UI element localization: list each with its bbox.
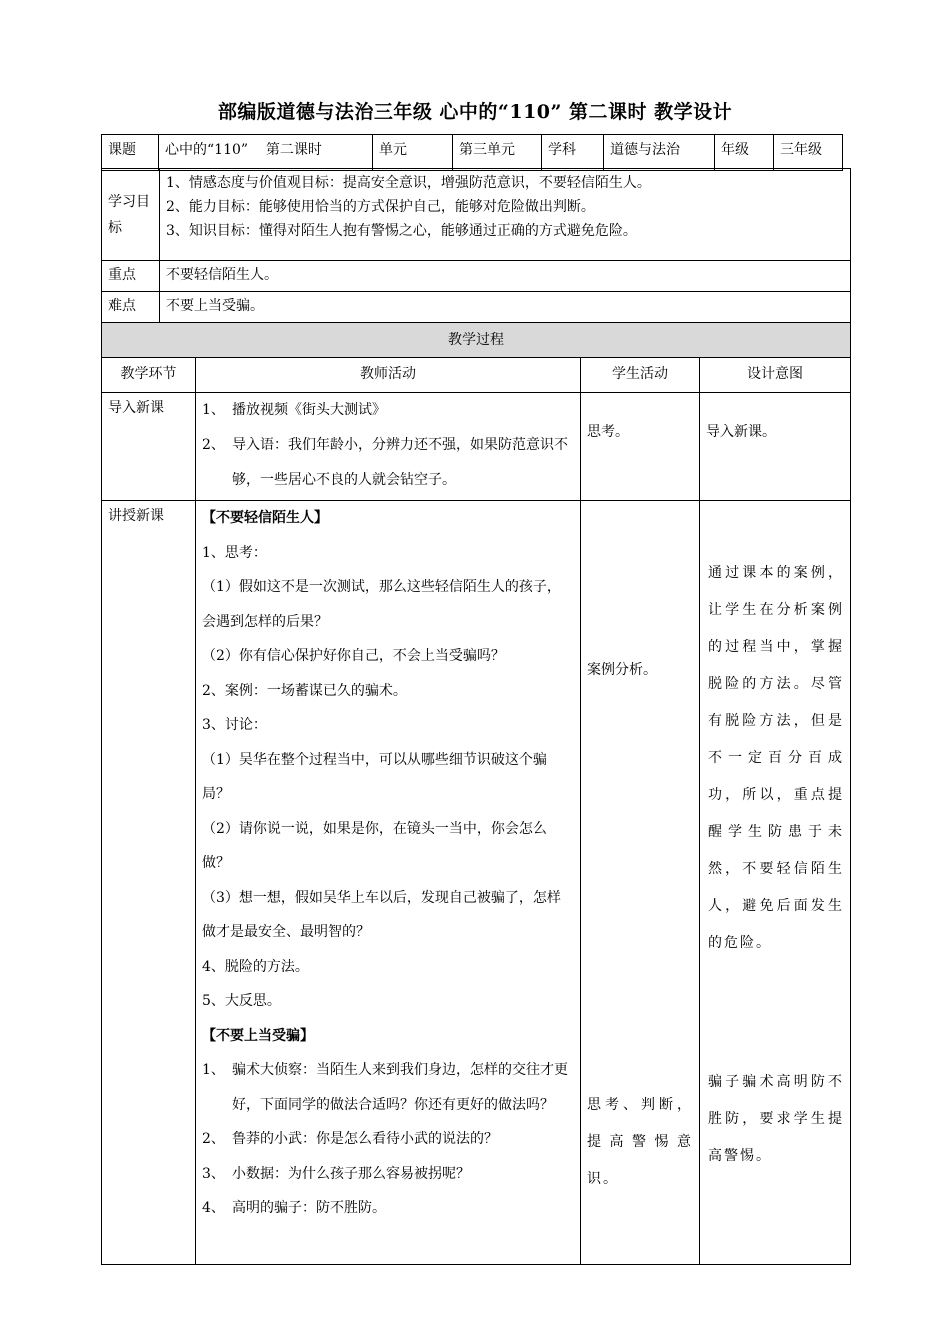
section1-line-5: 3、讨论：: [202, 717, 267, 733]
intent-1: 通过课本的案例，让学生在分析案例的过程当中，掌握脱险的方法。尽管有脱险方法，但是不一定百分百成功，所以，重点提醒学生防患于未然，不要轻信陌生人，避免后面发生的危险。: [708, 565, 845, 951]
lecture-stage: 讲授新课: [102, 501, 196, 1265]
section1-line-1: 1、思考：: [202, 544, 267, 561]
header-intent: 设计意图: [700, 358, 851, 393]
intro-stage: 导入新课: [102, 393, 196, 501]
section2-item-4: [202, 1191, 574, 1226]
item-number: 1、: [202, 402, 225, 418]
section1-line-2: （1）假如这不是一次测试，那么这些轻信陌生人的孩子，会遇到怎样的后果？: [202, 579, 561, 630]
item-text: 高明的骗子：防不胜防。: [232, 1200, 386, 1216]
section1-line-10: 5、大反思。: [202, 993, 281, 1009]
item-number: 2、: [202, 1131, 225, 1147]
objective-3: 3、知识目标：懂得对陌生人抱有警惕之心，能够通过正确的方式避免危险。: [166, 223, 637, 239]
section2-item-1: [202, 1053, 574, 1122]
subject-label: 学科: [542, 135, 604, 171]
item-text: 导入语：我们年龄小，分辨力还不强，如果防范意识不够，一些居心不良的人就会钻空子。: [232, 437, 568, 488]
section1-line-6: （1）吴华在整个过程当中，可以从哪些细节识破这个骗局？: [202, 751, 547, 802]
section1-line-4: 2、案例：一场蓄谋已久的骗术。: [202, 682, 407, 699]
grade-label: 年级: [715, 135, 774, 171]
student-activity-2: 思考、判断，提高警惕意识。: [587, 1097, 693, 1187]
item-text: 小数据：为什么孩子那么容易被拐呢？: [232, 1165, 470, 1182]
header-student: 学生活动: [581, 358, 700, 393]
section2-item-2: [202, 1122, 574, 1157]
intro-student: 思考。: [581, 393, 700, 501]
key-point-label: 重点: [102, 261, 160, 292]
item-text: 鲁莽的小武：你是怎么看待小武的说法的？: [232, 1131, 498, 1147]
item-number: 3、: [202, 1165, 225, 1182]
item-number: 1、: [202, 1062, 225, 1078]
lecture-teacher: [196, 501, 581, 1265]
page-title: 部编版道德与法治三年级 心中的“110” 第二课时 教学设计: [217, 101, 733, 123]
unit-label: 单元: [373, 135, 453, 171]
intro-intent: 导入新课。: [700, 393, 851, 501]
intro-teacher-item-1: [202, 393, 574, 428]
subject-value: 道德与法治: [604, 135, 715, 171]
lecture-intent: [700, 501, 851, 1265]
section1-title: 【不要轻信陌生人】: [202, 510, 328, 526]
intro-teacher: [196, 393, 581, 501]
student-activity-1: 案例分析。: [587, 662, 657, 678]
section1-line-3: （2）你有信心保护好你自己，不会上当受骗吗？: [202, 648, 505, 664]
objectives-cell: [160, 169, 851, 261]
objective-1: 1、情感态度与价值观目标：提高安全意识，增强防范意识，不要轻信陌生人。: [166, 175, 651, 191]
section2-title: 【不要上当受骗】: [202, 1027, 314, 1044]
section1-line-8: （3）想一想，假如吴华上车以后，发现自己被骗了，怎样做才是最安全、最明智的？: [202, 889, 561, 940]
section2-item-3: [202, 1157, 574, 1192]
grade-value: 三年级: [774, 135, 843, 171]
section1-line-9: 4、脱险的方法。: [202, 958, 309, 975]
item-number: 2、: [202, 437, 225, 453]
difficulty-value: 不要上当受骗。: [160, 292, 851, 323]
intent-2: 骗子骗术高明防不胜防，要求学生提高警惕。: [708, 1074, 845, 1164]
info-table: [101, 134, 843, 171]
item-number: 4、: [202, 1200, 225, 1216]
header-teacher: 教师活动: [196, 358, 581, 393]
item-text: 骗术大侦察：当陌生人来到我们身边，怎样的交往才更好，下面同学的做法合适吗？你还有更好的做法吗？: [232, 1062, 568, 1113]
process-title: 教学过程: [102, 323, 851, 358]
section1-line-7: （2）请你说一说，如果是你，在镜头一当中，你会怎么做？: [202, 820, 547, 871]
key-point-value: 不要轻信陌生人。: [160, 261, 851, 292]
plan-table: [101, 168, 851, 1265]
topic-label: 课题: [102, 135, 159, 171]
objectives-label: [102, 169, 160, 261]
topic-value: 心中的“110” 第二课时: [159, 135, 373, 171]
item-text: 播放视频《街头大测试》: [232, 402, 386, 418]
header-stage: 教学环节: [102, 358, 196, 393]
lecture-student: [581, 501, 700, 1265]
difficulty-label: 难点: [102, 292, 160, 323]
intro-teacher-item-2: [202, 428, 574, 498]
unit-value: 第三单元: [453, 135, 542, 171]
objectives-label-text: 学习目标: [108, 193, 150, 236]
objective-2: 2、能力目标：能够使用恰当的方式保护自己，能够对危险做出判断。: [166, 199, 595, 215]
